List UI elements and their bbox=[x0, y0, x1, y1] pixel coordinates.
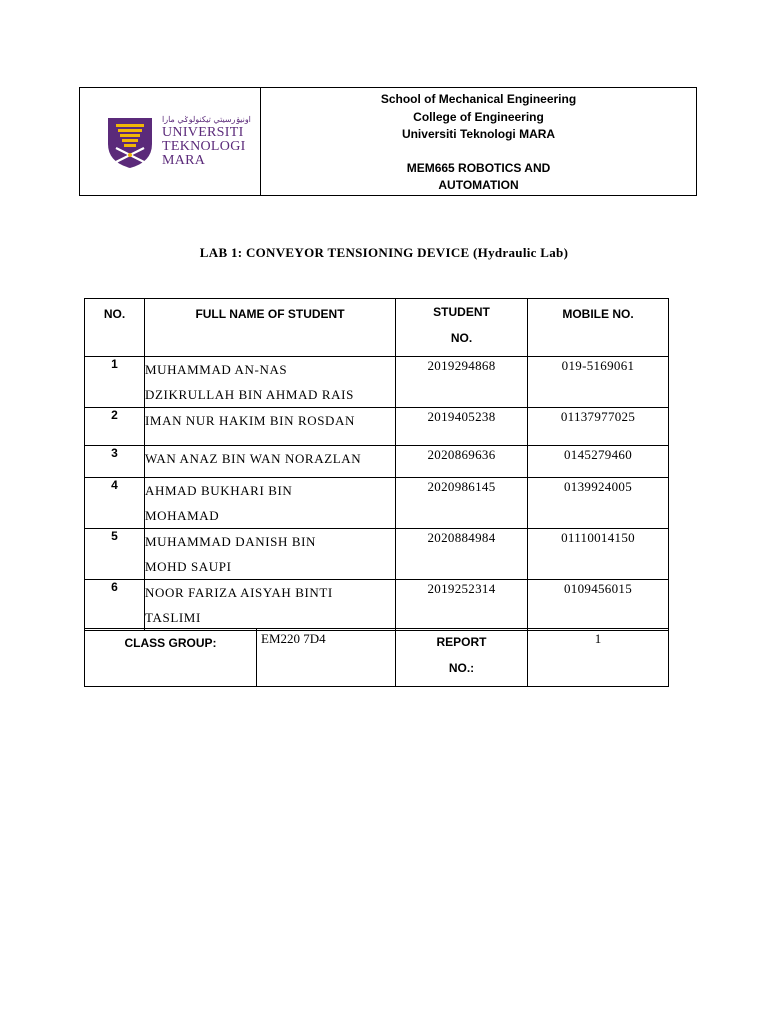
report-no-label bbox=[396, 629, 528, 687]
student-number: 2019405238 bbox=[396, 408, 528, 446]
table-row bbox=[85, 529, 669, 580]
lab-title: LAB 1: CONVEYOR TENSIONING DEVICE (Hydraulic Lab) bbox=[199, 245, 569, 260]
student-name bbox=[145, 478, 396, 529]
mobile-number: 0139924005 bbox=[528, 478, 669, 529]
header-student-no-line2: NO. bbox=[450, 331, 473, 345]
table-row bbox=[85, 478, 669, 529]
student-name bbox=[145, 446, 396, 478]
uitm-emblem-icon bbox=[104, 114, 156, 170]
student-name bbox=[145, 529, 396, 580]
student-name bbox=[145, 580, 396, 631]
student-name bbox=[145, 357, 396, 408]
university-name: Universiti Teknologi MARA bbox=[401, 127, 556, 141]
table-row bbox=[85, 580, 669, 631]
report-no-label-line1: REPORT bbox=[436, 635, 487, 649]
student-name-line1: NOOR FARIZA AISYAH BINTI bbox=[145, 585, 333, 600]
student-number: 2020884984 bbox=[396, 529, 528, 580]
mobile-number: 0109456015 bbox=[528, 580, 669, 631]
document-header bbox=[79, 87, 697, 196]
row-number: 6 bbox=[85, 580, 145, 631]
row-number: 3 bbox=[85, 446, 145, 478]
student-number: 2020986145 bbox=[396, 478, 528, 529]
university-logo bbox=[104, 114, 251, 170]
header-no: NO. bbox=[85, 299, 145, 357]
mobile-number: 0145279460 bbox=[528, 446, 669, 478]
student-name-line2: MOHD SAUPI bbox=[145, 559, 232, 574]
college-name: College of Engineering bbox=[413, 109, 544, 124]
student-name-line1: MUHAMMAD AN-NAS bbox=[145, 362, 288, 377]
student-table bbox=[84, 298, 669, 631]
class-group-label: CLASS GROUP: bbox=[85, 629, 257, 687]
student-name-line1: MUHAMMAD DANISH BIN bbox=[145, 534, 317, 549]
header-student-no bbox=[396, 299, 528, 357]
table-row bbox=[85, 408, 669, 446]
logo-line-universiti: UNIVERSITI bbox=[162, 125, 244, 140]
course-title-line1: MEM665 ROBOTICS AND bbox=[406, 160, 551, 175]
student-name-line2: MOHAMAD bbox=[145, 508, 220, 523]
mobile-number: 01137977025 bbox=[528, 408, 669, 446]
footer-row bbox=[85, 629, 669, 687]
header-student-no-line1: STUDENT bbox=[433, 305, 490, 319]
student-number: 2019252314 bbox=[396, 580, 528, 631]
report-no-label-line2: NO.: bbox=[448, 661, 475, 675]
table-row bbox=[85, 446, 669, 478]
header-info bbox=[261, 88, 696, 195]
table-row bbox=[85, 357, 669, 408]
row-number: 4 bbox=[85, 478, 145, 529]
row-number: 2 bbox=[85, 408, 145, 446]
mobile-number: 019-5169061 bbox=[528, 357, 669, 408]
logo-arabic-text: اونيۏرسيتي تيكنولوݢي مارا bbox=[162, 115, 251, 124]
row-number: 5 bbox=[85, 529, 145, 580]
logo-line-mara: MARA bbox=[162, 153, 206, 168]
student-name-line2: TASLIMI bbox=[145, 610, 201, 625]
course-title-line2: AUTOMATION bbox=[438, 178, 519, 192]
table-header-row bbox=[85, 299, 669, 357]
class-group-table bbox=[84, 628, 669, 687]
class-group-value: EM220 7D4 bbox=[257, 629, 396, 687]
row-number: 1 bbox=[85, 357, 145, 408]
student-name-line1: IMAN NUR HAKIM BIN ROSDAN bbox=[145, 413, 356, 428]
mobile-number: 01110014150 bbox=[528, 529, 669, 580]
logo-line-teknologi: TEKNOLOGI bbox=[162, 139, 246, 154]
logo-text bbox=[162, 115, 251, 168]
student-name-line1: WAN ANAZ BIN WAN NORAZLAN bbox=[145, 451, 362, 466]
logo-cell bbox=[80, 88, 261, 195]
school-name: School of Mechanical Engineering bbox=[380, 92, 577, 106]
student-name-line2: DZIKRULLAH BIN AHMAD RAIS bbox=[145, 387, 354, 402]
report-no-value: 1 bbox=[528, 629, 669, 687]
student-number: 2019294868 bbox=[396, 357, 528, 408]
header-full-name: FULL NAME OF STUDENT bbox=[145, 299, 396, 357]
student-name-line1: AHMAD BUKHARI BIN bbox=[145, 483, 293, 498]
student-name bbox=[145, 408, 396, 446]
header-mobile-no: MOBILE NO. bbox=[528, 299, 669, 357]
student-number: 2020869636 bbox=[396, 446, 528, 478]
